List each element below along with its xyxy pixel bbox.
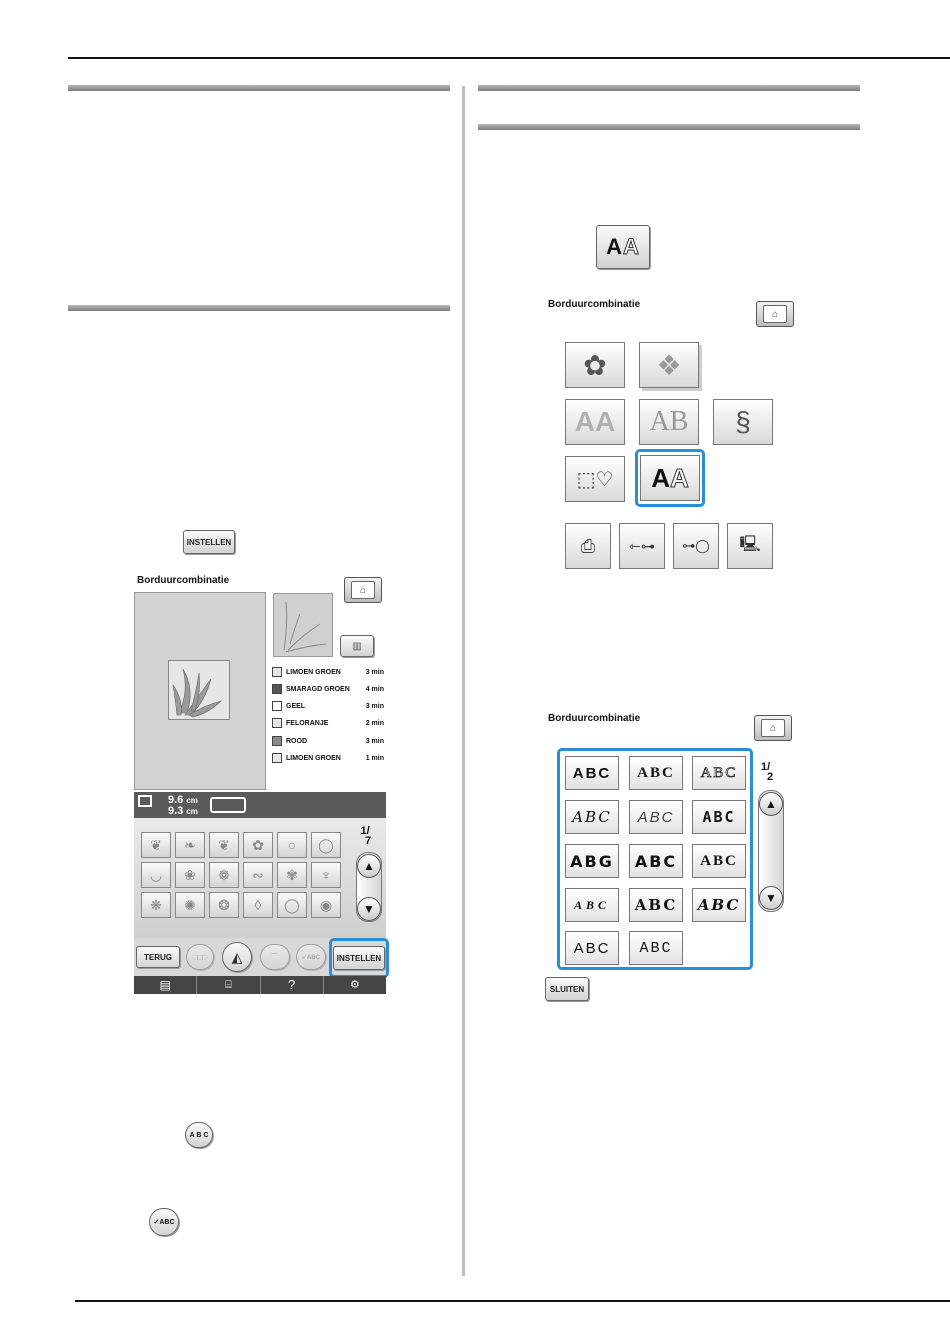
thread-sort-icon: ▥ bbox=[352, 640, 362, 652]
usb-icon: ⇽⊶ bbox=[629, 537, 655, 554]
terug-label: TERUG bbox=[144, 952, 172, 962]
instellen-inline-button[interactable] bbox=[183, 530, 235, 554]
pattern-thumb[interactable]: ❂ bbox=[209, 892, 239, 918]
category-alphabet-2[interactable] bbox=[639, 399, 699, 445]
thread-color-swatch bbox=[272, 667, 282, 677]
thread-row bbox=[272, 734, 384, 748]
arc-text-inline-icon: A B C bbox=[189, 1131, 209, 1139]
page-numerator: 1 bbox=[360, 825, 367, 837]
page-indicator: 1/ 7 bbox=[360, 825, 372, 847]
pattern-thumb[interactable]: ❋ bbox=[141, 892, 171, 918]
pattern-thumb[interactable]: ❦ bbox=[209, 832, 239, 858]
font-sample: ABC bbox=[637, 764, 675, 781]
font-option[interactable] bbox=[692, 844, 746, 878]
hoop-size-icon bbox=[210, 797, 246, 813]
sluiten-label: SLUITEN bbox=[549, 984, 585, 994]
home-icon: ⌂ bbox=[351, 581, 375, 599]
section-bar-right-1 bbox=[478, 85, 860, 91]
category-flower[interactable] bbox=[565, 342, 625, 388]
pattern-thumbnail bbox=[273, 593, 333, 657]
thread-name: FELORANJE bbox=[286, 719, 329, 727]
thread-row bbox=[272, 682, 384, 696]
font-sample: ABC bbox=[573, 897, 610, 912]
font-option[interactable] bbox=[692, 756, 746, 790]
font-option[interactable] bbox=[629, 888, 683, 922]
font-aa-icon-2: AA bbox=[651, 462, 689, 493]
pattern-thumb[interactable]: ✺ bbox=[175, 892, 205, 918]
font-sample: ABC bbox=[700, 852, 738, 869]
thread-name: LIMOEN GROEN bbox=[286, 754, 341, 762]
font-option[interactable] bbox=[565, 800, 619, 834]
category-decorative[interactable] bbox=[713, 399, 773, 445]
screen-title: Borduurcombinatie bbox=[137, 575, 230, 586]
bottom-toolbar bbox=[134, 976, 386, 994]
arrow-down-icon: ▼ bbox=[765, 891, 777, 905]
pattern-thumb[interactable]: ❦ bbox=[141, 832, 171, 858]
instellen-label: INSTELLEN bbox=[336, 953, 382, 963]
page-view-button[interactable] bbox=[134, 976, 197, 994]
thread-color-swatch bbox=[272, 684, 282, 694]
top-rule bbox=[68, 57, 950, 59]
page-view-icon: ▤ bbox=[159, 978, 171, 992]
font-sample: ABC bbox=[634, 851, 678, 871]
leaf-pattern-icon bbox=[169, 661, 229, 719]
pattern-thumb[interactable]: ◡ bbox=[141, 862, 171, 888]
font-option[interactable] bbox=[565, 888, 619, 922]
alphabet-aa-icon: AA bbox=[574, 406, 616, 437]
font-sample: ABC bbox=[634, 896, 678, 914]
thread-row bbox=[272, 665, 384, 679]
font-page-denominator: 2 bbox=[767, 771, 774, 783]
category-screen-title: Borduurcombinatie bbox=[548, 299, 641, 310]
size-info-bar bbox=[134, 792, 386, 818]
arrow-down-icon: ▼ bbox=[363, 902, 375, 916]
computer-icon: 🖳 bbox=[739, 535, 761, 553]
instellen-inline-label: INSTELLEN bbox=[186, 537, 232, 547]
thread-row bbox=[272, 699, 384, 713]
sluiten-button[interactable] bbox=[545, 977, 589, 1001]
machine-icon: ⌸ bbox=[225, 979, 232, 991]
mirror-icon: ◭ bbox=[231, 948, 243, 965]
thread-sort-button[interactable] bbox=[340, 635, 374, 657]
category-fonts[interactable] bbox=[640, 455, 700, 501]
size-width-unit: cm bbox=[186, 796, 198, 805]
thread-row bbox=[272, 751, 384, 765]
settings-icon: ⚙ bbox=[349, 979, 360, 991]
font-sample: ABG bbox=[570, 851, 614, 871]
pattern-thumb[interactable]: ◉ bbox=[311, 892, 341, 918]
column-separator bbox=[462, 86, 465, 1276]
thumbnail-leaf-icon bbox=[274, 594, 332, 656]
font-sample: ABC bbox=[702, 808, 736, 826]
thread-name: GEEL bbox=[286, 702, 306, 710]
thread-color-swatch bbox=[272, 718, 282, 728]
size-width-value: 9.6 bbox=[168, 794, 184, 806]
arrow-up-icon: ▲ bbox=[765, 797, 777, 811]
size-icon bbox=[138, 795, 152, 807]
page-up-button[interactable] bbox=[357, 854, 381, 878]
vabc-inline-button[interactable] bbox=[149, 1208, 179, 1236]
preview-frame bbox=[168, 660, 230, 720]
font-aa-icon: AA bbox=[606, 234, 640, 259]
font-option[interactable] bbox=[565, 756, 619, 790]
flower-pattern-icon: ✿ bbox=[583, 349, 607, 381]
thread-row bbox=[272, 716, 384, 730]
font-sample: ABC bbox=[573, 939, 611, 957]
frame-heart-icon: ⬚♡ bbox=[576, 468, 614, 491]
home-button[interactable] bbox=[344, 577, 382, 603]
page-down-button[interactable] bbox=[357, 897, 381, 921]
arrow-up-icon: ▲ bbox=[363, 859, 375, 873]
category-ornament[interactable] bbox=[639, 342, 699, 388]
section-bar-left-1 bbox=[68, 85, 450, 91]
pattern-thumb[interactable]: ✾ bbox=[277, 862, 307, 888]
pattern-thumb[interactable]: ◯ bbox=[311, 832, 341, 858]
mirror-button[interactable] bbox=[222, 942, 252, 972]
font-sample: ABC bbox=[700, 764, 738, 781]
decorative-icon: § bbox=[735, 406, 751, 437]
category-alphabet-1[interactable] bbox=[565, 399, 625, 445]
pattern-thumb[interactable]: ✿ bbox=[243, 832, 273, 858]
vabc-button[interactable] bbox=[296, 944, 326, 970]
font-option[interactable] bbox=[629, 800, 683, 834]
thread-name: LIMOEN GROEN bbox=[286, 668, 341, 676]
font-sample: ABC bbox=[572, 808, 612, 826]
array-button[interactable] bbox=[186, 944, 214, 970]
home-icon: ⌂ bbox=[763, 305, 787, 323]
font-page-down-button[interactable] bbox=[759, 886, 783, 910]
thread-time: 1 min bbox=[365, 754, 384, 762]
font-sample: ABC bbox=[639, 939, 673, 957]
source-machine-memory[interactable] bbox=[565, 523, 611, 569]
instellen-button[interactable] bbox=[333, 946, 385, 970]
thread-color-swatch bbox=[272, 701, 282, 711]
terug-button[interactable] bbox=[136, 946, 180, 968]
machine-button[interactable] bbox=[197, 976, 260, 994]
arc-text-icon: ⌒ bbox=[271, 952, 279, 962]
source-usb-mouse[interactable] bbox=[673, 523, 719, 569]
thread-time: 3 min bbox=[365, 668, 384, 676]
vabc-inline-icon: ✓ABC bbox=[153, 1219, 175, 1226]
home-icon: ⌂ bbox=[761, 719, 785, 737]
arc-text-inline-button[interactable] bbox=[185, 1122, 213, 1148]
section-bar-right-2 bbox=[478, 124, 860, 130]
alphabet-ab-icon: AB bbox=[649, 406, 689, 437]
font-option[interactable] bbox=[692, 888, 746, 922]
array-icon: □□□ bbox=[192, 952, 208, 962]
font-page-indicator: 1/ 2 bbox=[761, 761, 774, 783]
help-button[interactable] bbox=[261, 976, 324, 994]
font-page-numerator: 1 bbox=[761, 761, 768, 773]
pattern-thumb[interactable]: ♆ bbox=[311, 862, 341, 888]
thread-time: 3 min bbox=[365, 737, 384, 745]
pattern-thumb[interactable]: ◊ bbox=[243, 892, 273, 918]
thread-color-swatch bbox=[272, 753, 282, 763]
pattern-thumb[interactable]: ❧ bbox=[175, 832, 205, 858]
thread-name: SMARAGD GROEN bbox=[286, 685, 350, 693]
thread-time: 2 min bbox=[365, 719, 384, 727]
thread-name: ROOD bbox=[286, 737, 307, 745]
home-button-3[interactable] bbox=[754, 715, 792, 741]
settings-button[interactable] bbox=[324, 976, 386, 994]
font-page-up-button[interactable] bbox=[759, 792, 783, 816]
size-height bbox=[168, 805, 198, 817]
vabc-label: ✓ABC bbox=[301, 954, 321, 961]
size-height-value: 9.3 bbox=[168, 805, 184, 817]
thread-color-swatch bbox=[272, 736, 282, 746]
help-icon: ? bbox=[288, 977, 296, 992]
pattern-thumb[interactable]: ○ bbox=[277, 832, 307, 858]
ornament-pattern-icon: ❖ bbox=[656, 349, 682, 381]
machine-memory-icon: ⎙ bbox=[580, 535, 596, 556]
pattern-thumb[interactable]: ❀ bbox=[175, 862, 205, 888]
font-screen-title: Borduurcombinatie bbox=[548, 713, 641, 724]
section-bar-left-2 bbox=[68, 305, 450, 311]
size-height-unit: cm bbox=[186, 807, 198, 816]
font-option[interactable] bbox=[629, 931, 683, 965]
source-usb[interactable] bbox=[619, 523, 665, 569]
font-option[interactable] bbox=[692, 800, 746, 834]
source-computer[interactable] bbox=[727, 523, 773, 569]
arc-text-button[interactable] bbox=[260, 944, 290, 970]
pattern-thumb[interactable]: ❁ bbox=[209, 862, 239, 888]
font-sample: ABC bbox=[637, 808, 675, 826]
font-option[interactable] bbox=[565, 931, 619, 965]
font-sample: ABC bbox=[572, 764, 612, 782]
bottom-rule bbox=[75, 1300, 950, 1302]
thread-time: 3 min bbox=[365, 702, 384, 710]
page-denominator: 7 bbox=[365, 835, 372, 847]
pattern-thumb[interactable]: ∾ bbox=[243, 862, 273, 888]
font-option[interactable] bbox=[629, 756, 683, 790]
font-sample: ABC bbox=[697, 896, 741, 914]
font-option[interactable] bbox=[629, 844, 683, 878]
font-category-inline-button[interactable] bbox=[596, 225, 650, 269]
font-option[interactable] bbox=[565, 844, 619, 878]
thread-time: 4 min bbox=[365, 685, 384, 693]
pattern-thumb[interactable]: ◯ bbox=[277, 892, 307, 918]
usb-mouse-icon: ⊶◯ bbox=[682, 538, 710, 553]
home-button-2[interactable] bbox=[756, 301, 794, 327]
category-frame[interactable] bbox=[565, 456, 625, 502]
